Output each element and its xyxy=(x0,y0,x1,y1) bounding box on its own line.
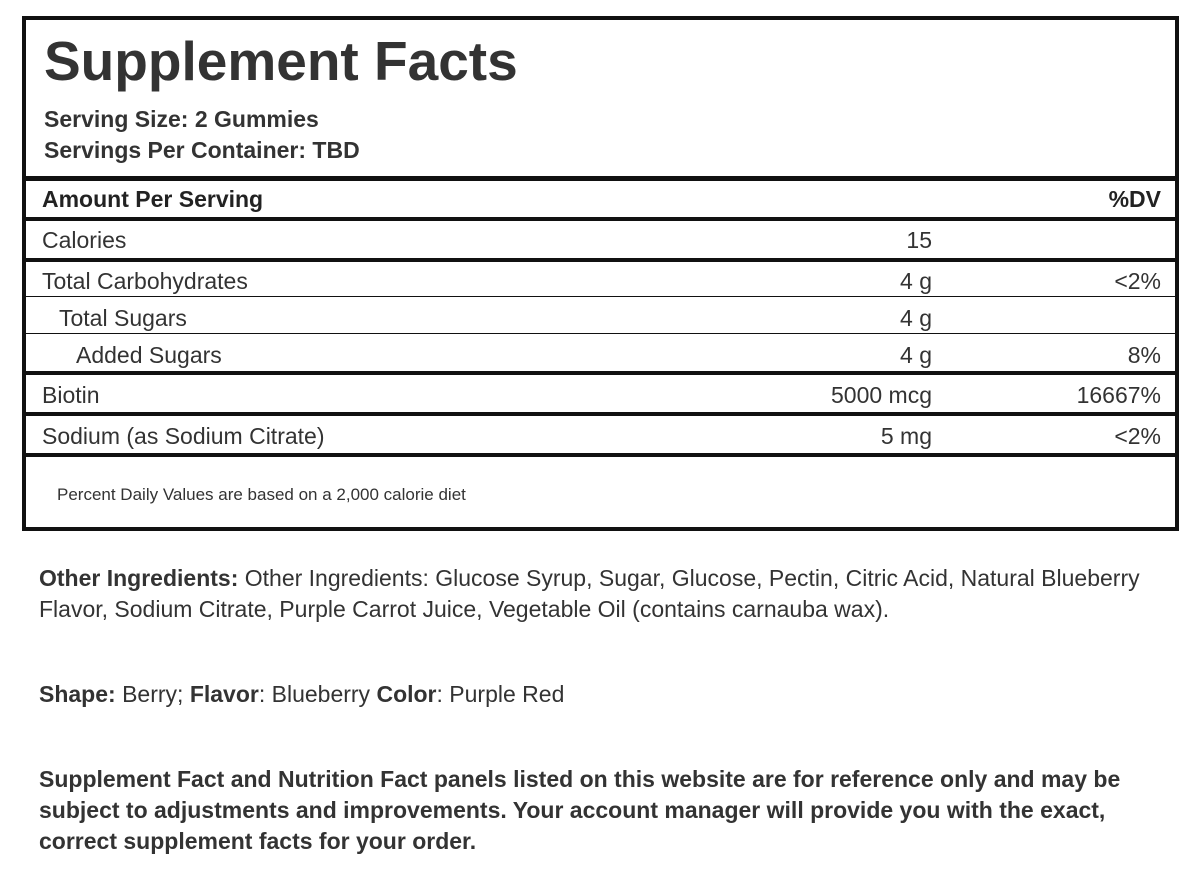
nutrient-dv: 8% xyxy=(1127,342,1161,368)
color-label: Color xyxy=(376,681,437,707)
divider-thick xyxy=(26,176,1175,181)
nutrient-name: Sodium (as Sodium Citrate) xyxy=(42,423,325,449)
nutrient-amount: 4 g xyxy=(900,342,932,368)
divider xyxy=(26,453,1175,457)
nutrient-amount: 5000 mcg xyxy=(830,382,932,408)
panel-title: Supplement Facts xyxy=(44,30,518,92)
nutrient-amount: 4 g xyxy=(900,305,932,331)
dv-header-label: %DV xyxy=(1108,186,1161,212)
other-ingredients xyxy=(39,563,1174,625)
flavor-value: : Blueberry xyxy=(258,681,377,707)
amount-per-serving-label: Amount Per Serving xyxy=(42,186,264,212)
daily-value-footnote: Percent Daily Values are based on a 2,000 calorie diet xyxy=(57,485,466,504)
divider-thin xyxy=(26,333,1175,334)
flavor-label: Flavor xyxy=(189,681,259,707)
nutrient-name: Biotin xyxy=(42,382,100,408)
color-value: : Purple Red xyxy=(436,681,565,707)
nutrient-dv: 16667% xyxy=(1076,382,1161,408)
nutrient-name: Calories xyxy=(42,227,127,253)
divider xyxy=(26,258,1175,262)
shape-value: Berry; xyxy=(115,681,190,707)
divider xyxy=(26,412,1175,416)
other-ingredients-text: Other Ingredients: Glucose Syrup, Sugar, Glucose, Pectin, Citric Acid, Natural Blueberry Flavor, Sodium Citrate, Purple Carrot Juice, Vegetable Oil (contains carnauba wax). xyxy=(39,565,1140,622)
divider-thin xyxy=(26,296,1175,297)
nutrient-name: Total Sugars xyxy=(59,305,187,331)
divider xyxy=(26,371,1175,375)
reference-disclaimer: Supplement Fact and Nutrition Fact panels listed on this website are for reference only and may be subject to adjustments and improvements. Your account manager will provide you with the exact, correct supplement facts for your order. xyxy=(39,766,1121,854)
serving-size: Serving Size: 2 Gummies xyxy=(44,106,319,132)
supplement-facts-panel xyxy=(22,16,1179,531)
nutrient-amount: 5 mg xyxy=(880,423,932,449)
product-attributes xyxy=(39,679,1174,710)
nutrient-name: Total Carbohydrates xyxy=(42,268,248,294)
nutrient-dv: <2% xyxy=(1114,268,1161,294)
nutrient-dv: <2% xyxy=(1114,423,1161,449)
nutrient-name: Added Sugars xyxy=(76,342,222,368)
nutrient-amount: 15 xyxy=(906,227,932,253)
servings-per-container: Servings Per Container: TBD xyxy=(44,137,360,163)
shape-label: Shape: xyxy=(39,681,116,707)
nutrient-amount: 4 g xyxy=(900,268,932,294)
divider xyxy=(26,217,1175,221)
other-ingredients-label: Other Ingredients: xyxy=(39,565,239,591)
